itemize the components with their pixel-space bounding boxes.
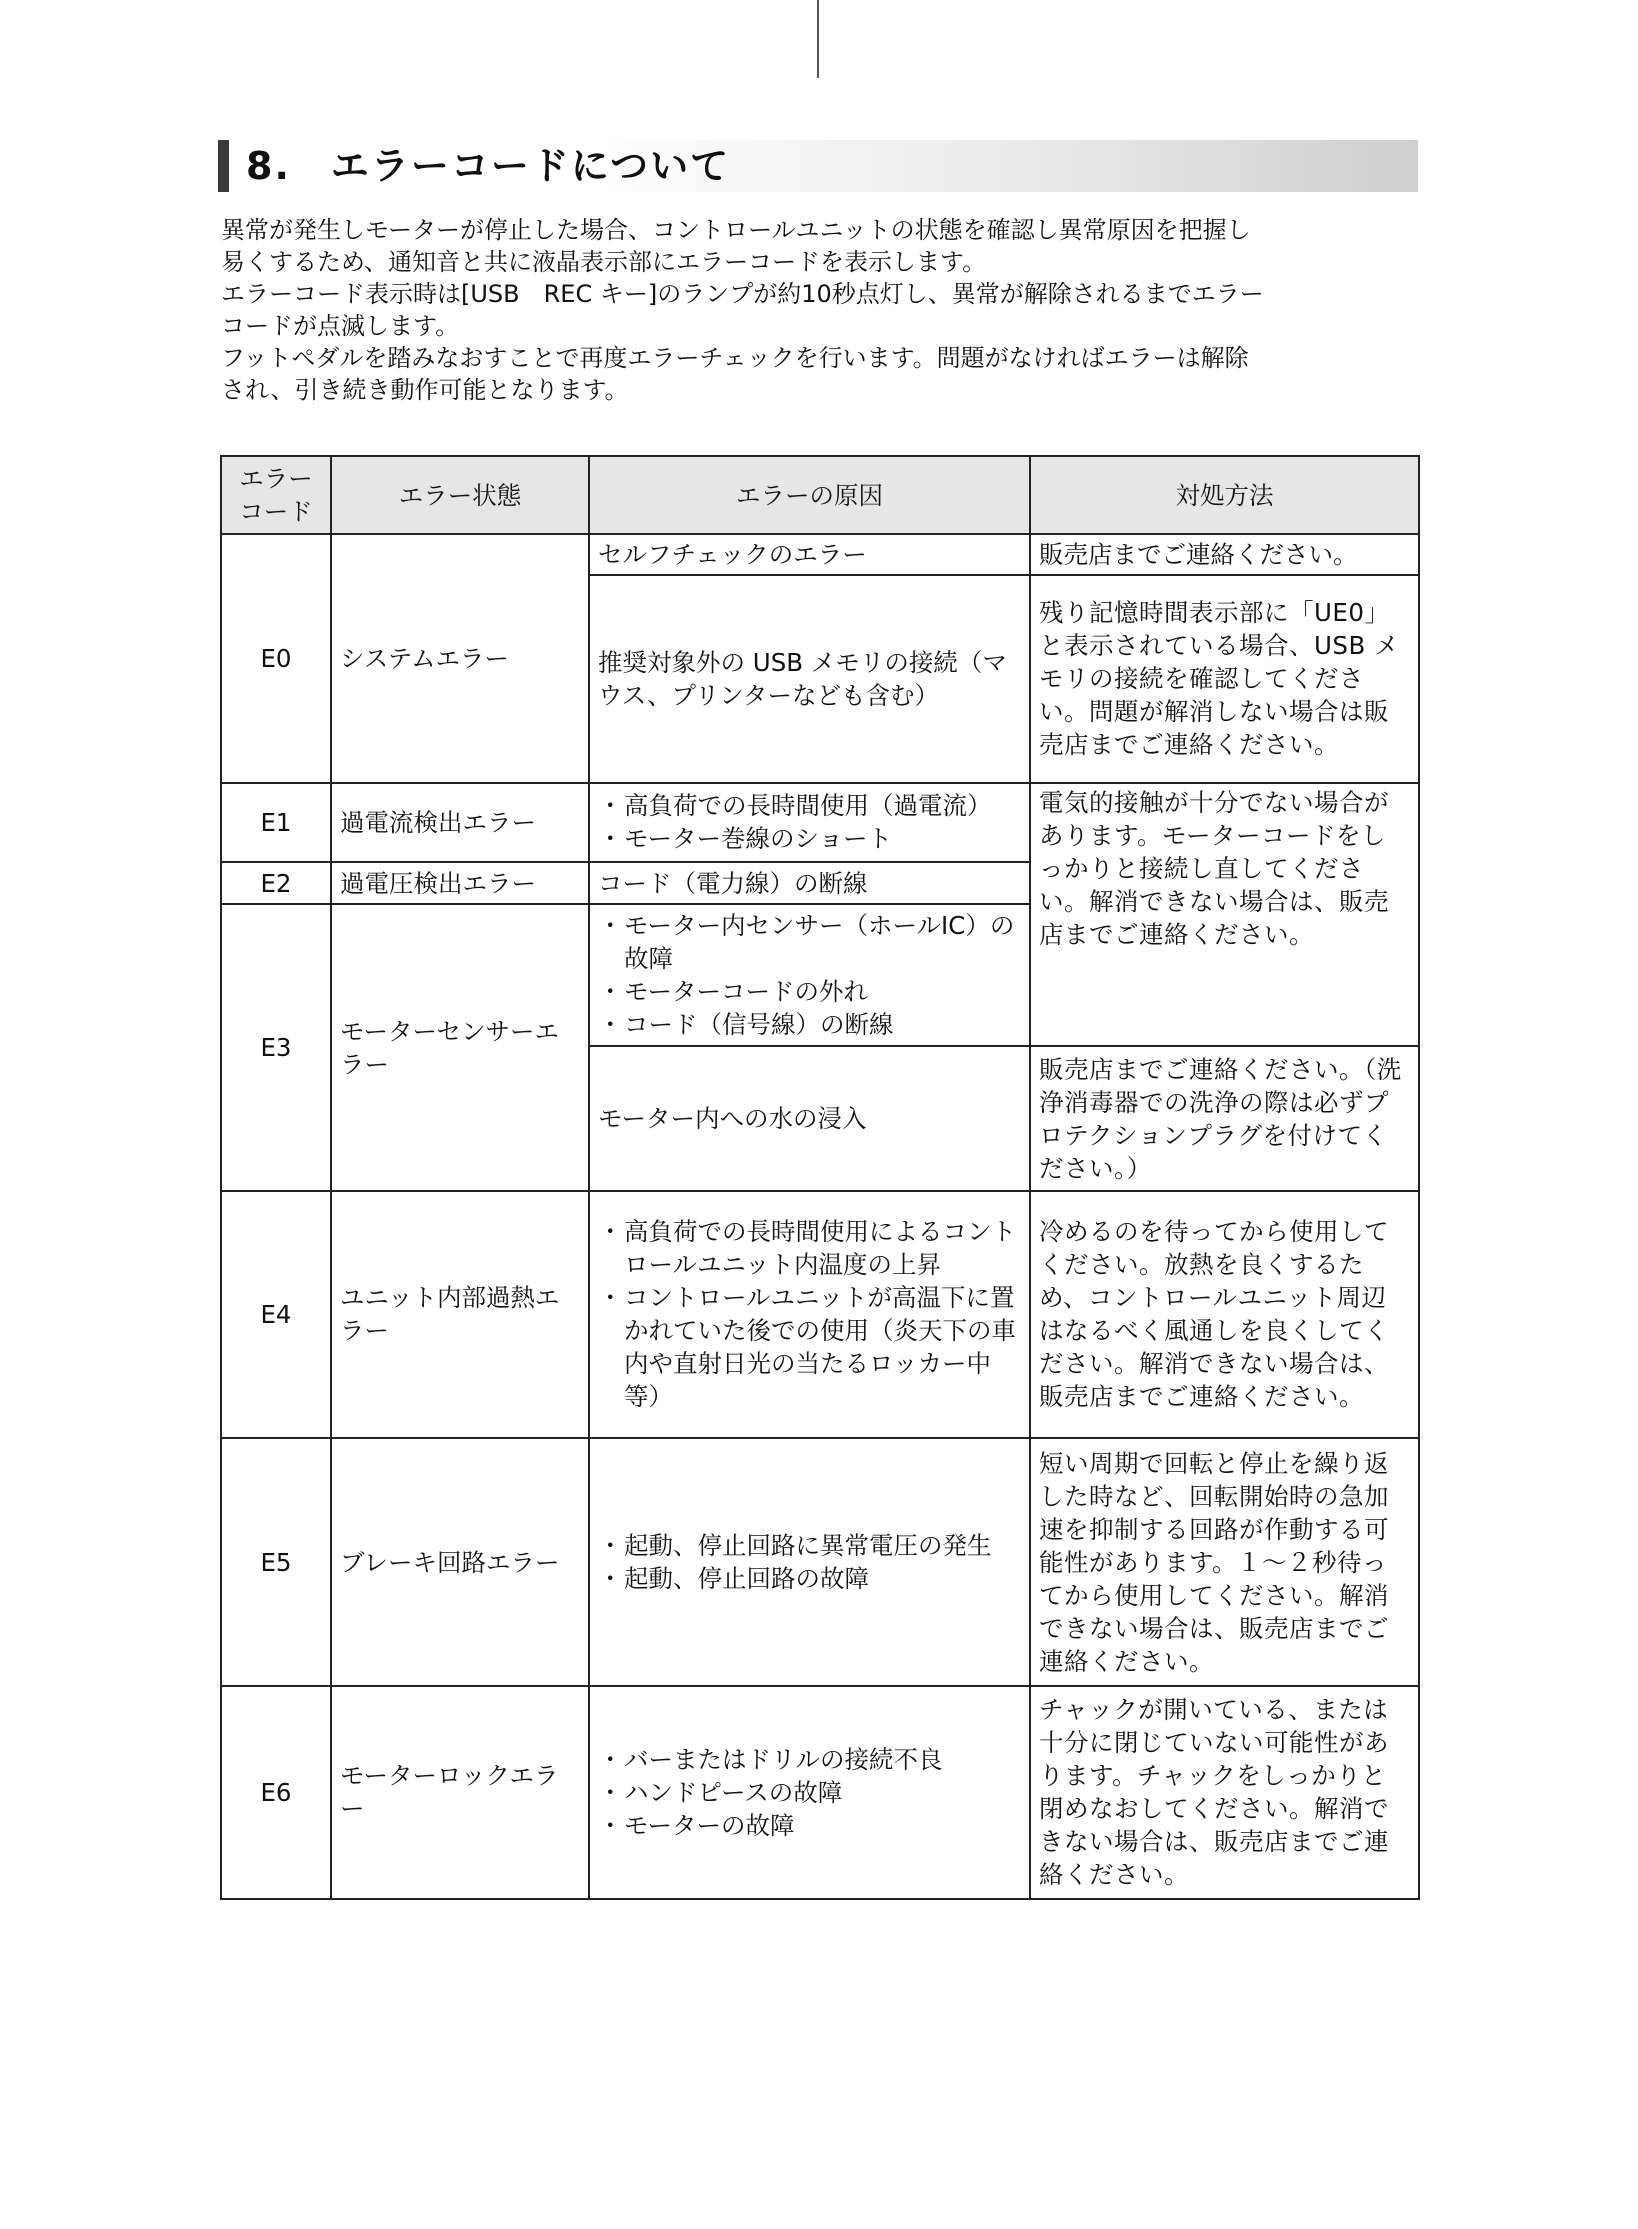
table-row-e0: [221, 534, 1419, 575]
error-cause-cell: 推奨対象外の USB メモリの接続（マウス、プリンターなども含む）: [589, 575, 1030, 783]
bullet-mark: ・: [598, 824, 623, 854]
bullet-mark: ・: [598, 1564, 623, 1594]
bullet-mark: ・: [598, 1283, 623, 1313]
cause-text: コード（信号線）の断線: [624, 1010, 894, 1040]
header-error-state: エラー状態: [331, 456, 589, 534]
cause-text: モーター内センサー（ホールIC）の故障: [624, 911, 1015, 974]
error-state-cell: ユニット内部過熱エラー: [331, 1191, 589, 1439]
action-cell: 販売店までご連絡ください。: [1030, 534, 1419, 575]
cause-text: バーまたはドリルの接続不良: [624, 1744, 943, 1774]
error-code-cell: E4: [221, 1191, 331, 1439]
cause-bullet-item: [598, 1809, 1021, 1842]
error-code-table: [220, 455, 1420, 1900]
bullet-mark: ・: [598, 791, 623, 821]
action-cell: 冷めるのを待ってから使用してください。放熱を良くするため、コントロールユニット周辺はなるべく風通しを良くしてください。解消できない場合は、販売店までご連絡ください。: [1030, 1191, 1419, 1439]
table-row-e6: [221, 1686, 1419, 1899]
cause-text: コントロールユニットが高温下に置かれていた後での使用（炎天下の車内や直射日光の当たるロッカー中等）: [624, 1283, 1016, 1412]
cause-text: ハンドピースの故障: [624, 1777, 843, 1807]
action-cell: チャックが開いている、または十分に閉じていない可能性があります。チャックをしっかりと閉めなおしてください。解消できない場合は、販売店までご連絡ください。: [1030, 1686, 1419, 1899]
action-cell: 販売店までご連絡ください。（洗浄消毒器での洗浄の際は必ずプロテクションプラグを付けてください。）: [1030, 1046, 1419, 1190]
action-cell: 残り記憶時間表示部に「UE0」と表示されている場合、USB メモリの接続を確認してください。問題が解消しない場合は販売店までご連絡ください。: [1030, 575, 1419, 783]
cause-text: モーターの故障: [624, 1810, 795, 1840]
page-fold-line: [817, 0, 819, 78]
cause-text: 起動、停止回路に異常電圧の発生: [624, 1531, 992, 1561]
error-code-cell: E0: [221, 534, 331, 783]
intro-line: フットペダルを踏みなおすことで再度エラーチェックを行います。問題がなければエラーは解除: [221, 344, 1249, 372]
error-state-cell: システムエラー: [331, 534, 589, 783]
cause-bullet-item: [598, 822, 1021, 855]
cause-bullet-item: [598, 789, 1021, 822]
table-row-e1: [221, 783, 1419, 862]
section-marker-bar: [218, 140, 229, 192]
error-code-cell: E1: [221, 783, 331, 862]
cause-bullet-item: [598, 1529, 1021, 1562]
error-code-cell: E3: [221, 904, 331, 1190]
error-cause-cell: モーター内への水の浸入: [589, 1046, 1030, 1190]
error-state-cell: モーターロックエラー: [331, 1686, 589, 1899]
error-code-cell: E5: [221, 1438, 331, 1686]
table-row-e4: [221, 1191, 1419, 1439]
action-cell: 電気的接触が十分でない場合があります。モーターコードをしっかりと接続し直してください。解消できない場合は、販売店までご連絡ください。: [1030, 783, 1419, 1047]
cause-bullet-item: [598, 1215, 1021, 1281]
cause-bullet-item: [598, 1743, 1021, 1776]
error-state-cell: ブレーキ回路エラー: [331, 1438, 589, 1686]
header-error-cause: エラーの原因: [589, 456, 1030, 534]
error-code-cell: E2: [221, 862, 331, 905]
cause-bullet-item: [598, 1281, 1021, 1413]
action-cell: 短い周期で回転と停止を繰り返した時など、回転開始時の急加速を抑制する回路が作動する可能性があります。１～２秒待ってから使用してください。解消できない場合は、販売店までご連絡ください。: [1030, 1438, 1419, 1686]
error-cause-cell: [589, 1686, 1030, 1899]
error-cause-cell: [589, 904, 1030, 1046]
error-code-cell: E6: [221, 1686, 331, 1899]
intro-line: 異常が発生しモーターが停止した場合、コントロールユニットの状態を確認し異常原因を把握し: [221, 216, 1251, 244]
error-cause-cell: セルフチェックのエラー: [589, 534, 1030, 575]
cause-bullet-item: [598, 975, 1021, 1008]
cause-text: 高負荷での長時間使用によるコントロールユニット内温度の上昇: [624, 1217, 1016, 1280]
bullet-mark: ・: [598, 911, 623, 941]
cause-bullet-item: [598, 909, 1021, 975]
intro-line: され、引き続き動作可能となります。: [221, 376, 629, 404]
error-cause-cell: [589, 1191, 1030, 1439]
bullet-mark: ・: [598, 1217, 623, 1247]
cause-bullet-item: [598, 1776, 1021, 1809]
bullet-mark: ・: [598, 1744, 623, 1774]
intro-text: [221, 214, 1421, 406]
error-state-cell: モーターセンサーエラー: [331, 904, 589, 1190]
header-error-code: エラーコード: [221, 456, 331, 534]
error-state-cell: 過電流検出エラー: [331, 783, 589, 862]
table-row-e5: [221, 1438, 1419, 1686]
intro-line: 易くするため、通知音と共に液晶表示部にエラーコードを表示します。: [221, 248, 987, 276]
bullet-mark: ・: [598, 1531, 623, 1561]
error-state-cell: 過電圧検出エラー: [331, 862, 589, 905]
intro-line: コードが点滅します。: [221, 312, 460, 340]
error-cause-cell: コード（電力線）の断線: [589, 862, 1030, 905]
cause-text: 高負荷での長時間使用（過電流）: [624, 791, 992, 821]
error-cause-cell: [589, 1438, 1030, 1686]
cause-text: 起動、停止回路の故障: [624, 1564, 869, 1594]
cause-bullet-item: [598, 1562, 1021, 1595]
error-cause-cell: [589, 783, 1030, 862]
section-header: [218, 140, 1418, 192]
bullet-mark: ・: [598, 1777, 623, 1807]
section-title: 8. エラーコードについて: [246, 144, 731, 188]
cause-text: モーター巻線のショート: [624, 824, 893, 854]
cause-text: モーターコードの外れ: [624, 977, 869, 1007]
cause-bullet-item: [598, 1008, 1021, 1041]
bullet-mark: ・: [598, 1010, 623, 1040]
bullet-mark: ・: [598, 977, 623, 1007]
bullet-mark: ・: [598, 1810, 623, 1840]
intro-line: エラーコード表示時は[USB REC キー]のランプが約10秒点灯し、異常が解除されるまでエラー: [221, 280, 1264, 308]
header-action: 対処方法: [1030, 456, 1419, 534]
